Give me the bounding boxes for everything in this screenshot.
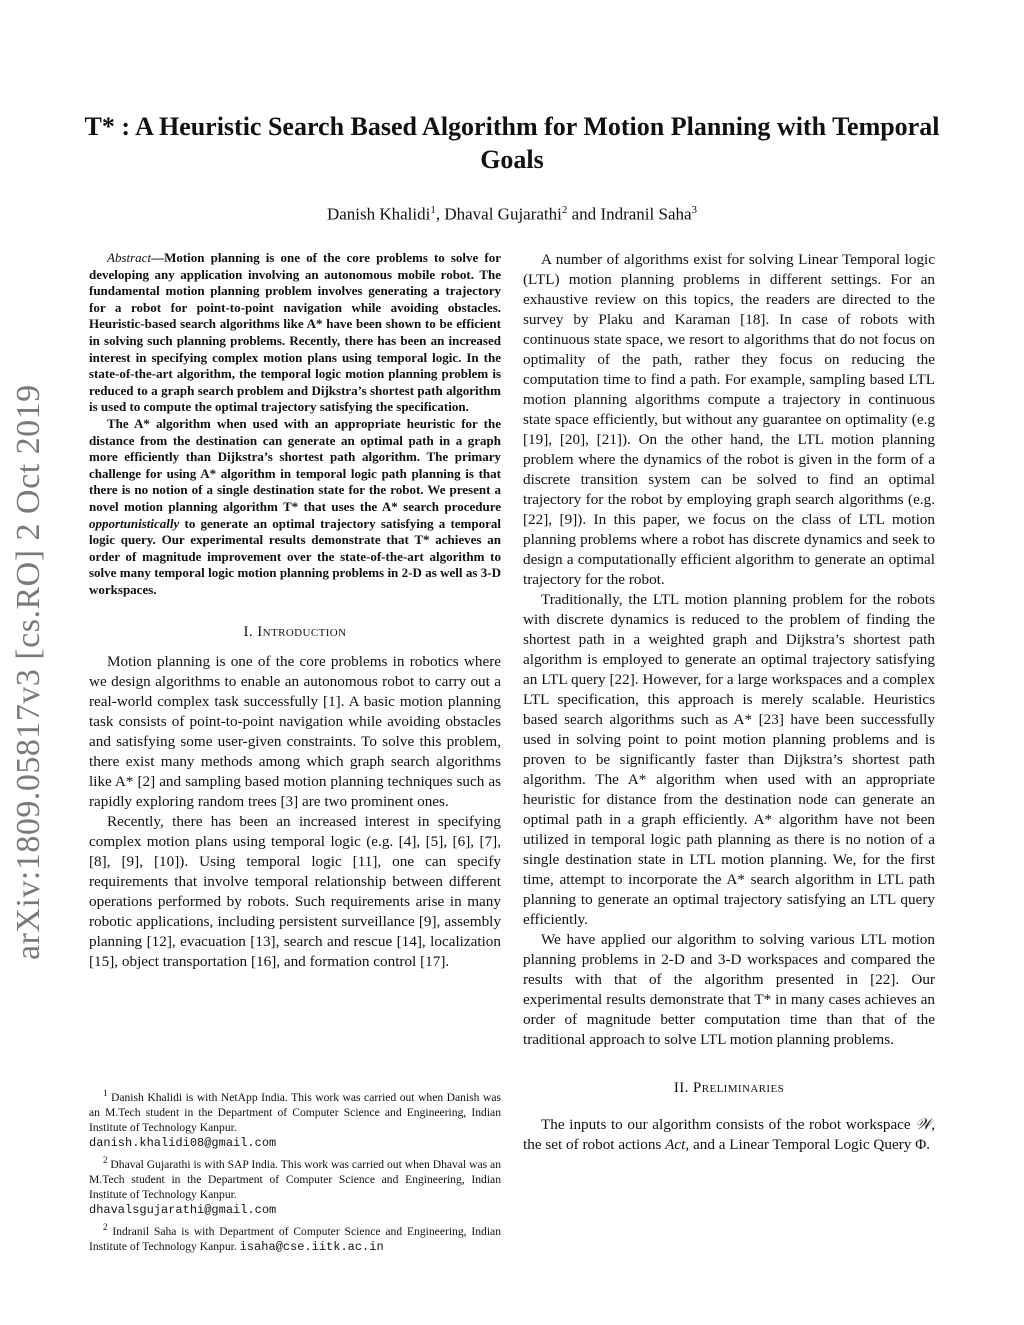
footnote-text: Dhaval Gujarathi is with SAP India. This work was carried out when Dhaval was an M.Tech student in the Department of Computer Science and Engineering, Indian Institute of Technology Kanpur. bbox=[89, 1157, 501, 1201]
abstract-text: The A* algorithm when used with an appropriate heuristic for the distance from the destination can generate an optimal path in a graph more efficiently than Dijkstra’s shortest path algorithm. The primary challenge for using A* algorithm in temporal logic path planning is that there is no notion of a single destination state for the robot. We present a novel motion planning algorithm T* that uses the A* search procedure bbox=[89, 415, 501, 514]
abstract-paragraph bbox=[89, 416, 501, 599]
footnote bbox=[89, 1086, 501, 1151]
body-text-span: The inputs to our algorithm consists of the robot workspace bbox=[541, 1116, 916, 1133]
abstract-label: Abstract bbox=[107, 250, 152, 265]
body-paragraph: A number of algorithms exist for solving Linear Temporal logic (LTL) motion planning problems in different settings. For an exhaustive review on this topics, the readers are directed to the survey by Plaku and Karaman [18]. In case of robots with continuous state space, we resort to algorithms that do not focus on optimality of the path, rather they focus on reducing the computation time to find a path. For example, sampling based LTL motion planning algorithms compute a trajectory in continuous state space efficiently, but without any guarantee on optimality (e.g [19], [20], [21]). On the other hand, the LTL motion planning problem where the dynamics of the robot is given in the form of a discrete transition system can be solved to find an optimal trajectory for the robot by employing graph search algorithms (e.g. [22], [9]). In this paper, we focus on the class of LTL motion planning problems where a robot has discrete dynamics and seek to design a computationally efficient algorithm to generate an optimal trajectory for the robot. bbox=[523, 251, 935, 588]
body-paragraph bbox=[523, 1115, 935, 1155]
preliminaries-body bbox=[523, 1115, 935, 1155]
body-text-span: , and a Linear Temporal Logic Query bbox=[685, 1136, 916, 1153]
footnote-mark: 2 bbox=[103, 1154, 108, 1165]
footnote-text: Indranil Saha is with Department of Computer Science and Engineering, Indian Institute of Technology Kanpur. bbox=[89, 1224, 501, 1253]
footnote bbox=[89, 1220, 501, 1255]
footnote-text: Danish Khalidi is with NetApp India. This work was carried out when Danish was an M.Tech student in the Department of Computer Science and Engineering, Indian Institute of Technology Kanpur. bbox=[89, 1090, 501, 1134]
abstract-text: to generate an optimal trajectory satisfying a temporal logic query. Our experimental results demonstrate that T* achieves an order of magnitude improvement over the state-of-the-art algorithm to solve many temporal logic motion planning problems in 2-D as well as 3-D workspaces. bbox=[89, 515, 501, 597]
math-actions-symbol: Act bbox=[665, 1136, 686, 1153]
footnote-email[interactable]: isaha@cse.iitk.ac.in bbox=[239, 1239, 384, 1254]
affiliation-mark: 3 bbox=[691, 204, 698, 216]
author-name: Indranil Saha bbox=[600, 204, 692, 224]
author-separator: , bbox=[435, 204, 445, 224]
body-paragraph: We have applied our algorithm to solving various LTL motion planning problems in 2-D and 3-D workspaces and compared the results with that of the algorithm presented in [22]. Our experimental results demonstrate that T* in many cases achieves an order of magnitude better computation time than that of the traditional approach to solve LTL motion planning problems. bbox=[523, 931, 935, 1048]
affiliation-mark: 2 bbox=[561, 204, 568, 216]
section-heading-preliminaries: II. Preliminaries bbox=[673, 1080, 785, 1096]
author-name: Dhaval Gujarathi bbox=[444, 204, 562, 224]
footnote-email[interactable]: dhavalsgujarathi@gmail.com bbox=[89, 1202, 277, 1217]
arxiv-identifier: arXiv:1809.05817v3 [cs.RO] 2 Oct 2019 bbox=[10, 384, 47, 960]
abstract-emphasis: opportunistically bbox=[89, 515, 180, 531]
right-column bbox=[523, 250, 935, 1155]
abstract-text: —Motion planning is one of the core problems to solve for developing any application involving an autonomous mobile robot. The fundamental motion planning problem involves generating a trajectory for a robot for point-to-point navigation while avoiding obstacles. Heuristic-based search algorithms like A* have been shown to be efficient in solving such planning problems. Recently, there has been an increased interest in specifying complex motion plans using temporal logic. In the state-of-the-art algorithm, the temporal logic motion planning problem is reduced to a graph search problem and Dijkstra’s shortest path algorithm is used to compute the optimal trajectory satisfying the specification. bbox=[89, 250, 501, 415]
body-paragraph: Traditionally, the LTL motion planning problem for the robots with discrete dynamics is reduced to the problem of finding the shortest path in a weighted graph and Dijkstra’s shortest path algorithm is employed to generate an optimal trajectory satisfying an LTL query [22]. However, for a large workspaces and a complex LTL specification, this approach is merely scalable. Heuristics based search algorithms such as A* [23] have been successfully used in solving point to point motion planning problems and is proven to be significantly faster than Dijkstra’s shortest path algorithm. The A* algorithm when used with an appropriate heuristic for distance from the destination node can generate an optimal path in a graph efficiently. A* algorithm have not been utilized in temporal logic path planning as there is no notion of a single destination state in LTL motion planning. We, for the first time, attempt to incorporate the A* search algorithm in LTL path planning to generate an optimal trajectory satisfying an LTL query efficiently. bbox=[523, 591, 935, 928]
body-paragraph: Recently, there has been an increased interest in specifying complex motion plans using temporal logic (e.g. [4], [5], [6], [7], [8], [9], [10]). Using temporal logic [11], one can specify requirements that involve temporal relationship between different operations performed by robots. Such requirements arise in many robotic applications, including persistent surveillance [9], assembly planning [12], evacuation [13], search and rescue [14], localization [15], object transportation [16], and formation control [17]. bbox=[89, 813, 501, 971]
abstract-paragraph bbox=[89, 250, 501, 416]
body-paragraph: Motion planning is one of the core problems in robotics where we design algorithms to enable an autonomous robot to carry out a real-world complex task successfully [1]. A basic motion planning task consists of point-to-point navigation while avoiding obstacles and satisfying some user-given constraints. To solve this problem, there exist many methods among which graph search algorithms like A* [2] and sampling based motion planning techniques such as rapidly exploring random trees [3] are two prominent ones. bbox=[89, 653, 501, 811]
math-workspace-symbol: 𝒲 bbox=[915, 1116, 932, 1133]
body-text-span: . bbox=[926, 1136, 931, 1153]
introduction-body bbox=[89, 652, 501, 972]
footnotes bbox=[89, 1086, 501, 1257]
math-phi-symbol: Φ bbox=[915, 1136, 927, 1153]
footnote-mark: 1 bbox=[103, 1088, 108, 1098]
author-separator: and bbox=[567, 204, 601, 224]
section-heading-introduction: I. Introduction bbox=[243, 624, 347, 641]
footnote-mark: 2 bbox=[103, 1221, 108, 1232]
left-column bbox=[89, 250, 501, 972]
abstract bbox=[89, 250, 501, 598]
author-line bbox=[80, 204, 944, 225]
author-name: Danish Khalidi bbox=[326, 204, 431, 224]
footnote-email[interactable]: danish.khalidi08@gmail.com bbox=[89, 1135, 277, 1150]
affiliation-mark: 1 bbox=[430, 204, 436, 216]
introduction-body-continued bbox=[523, 250, 935, 1050]
paper-title: T* : A Heuristic Search Based Algorithm for Motion Planning with Temporal Goals bbox=[84, 112, 940, 174]
footnote bbox=[89, 1153, 501, 1218]
body-text-span: , the set of robot actions bbox=[523, 1116, 935, 1153]
